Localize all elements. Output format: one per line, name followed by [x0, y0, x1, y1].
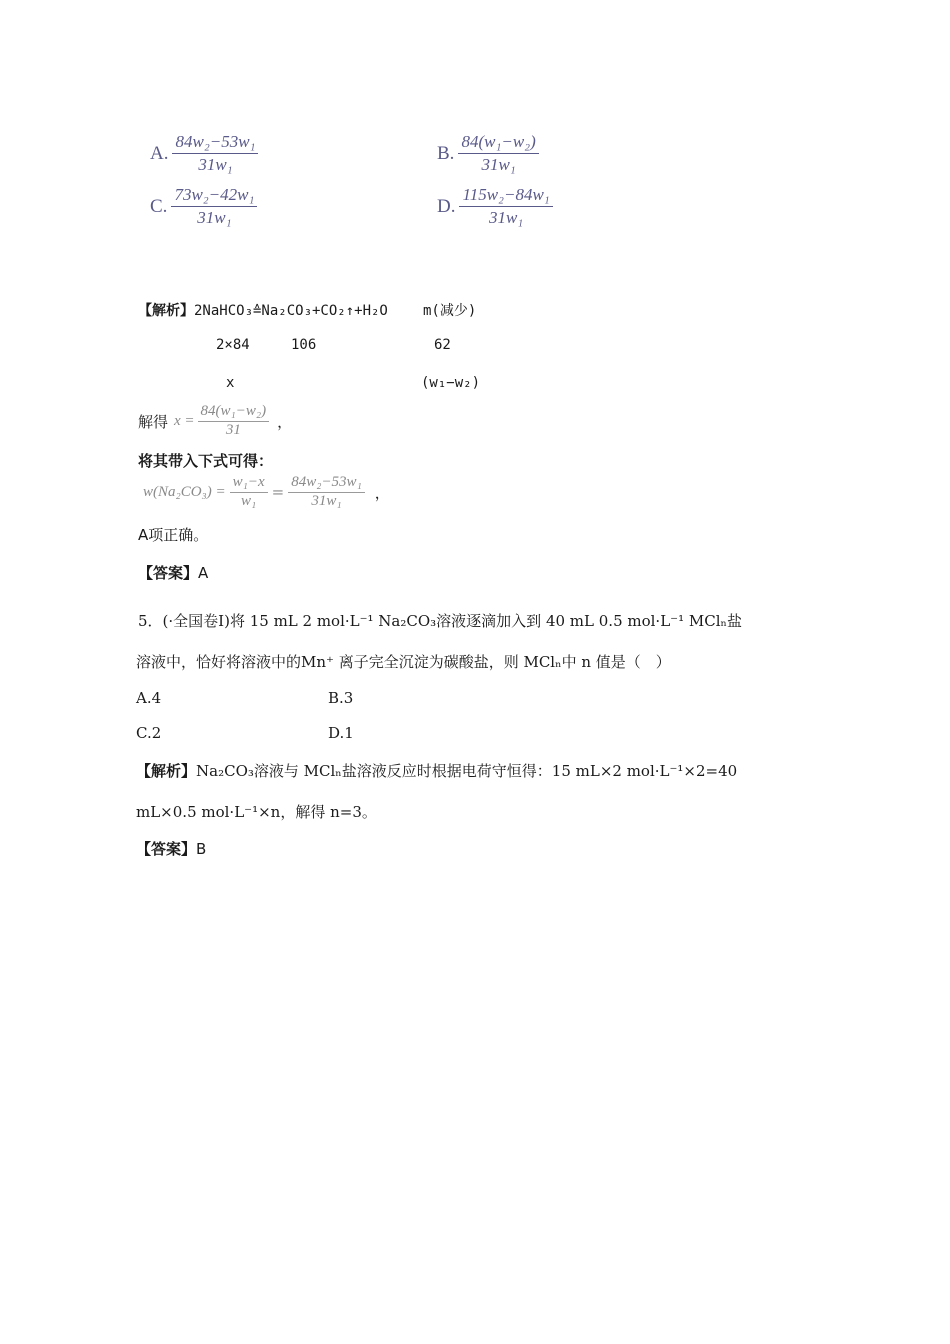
fraction-numerator: 84w₂−53w₁ — [288, 474, 365, 493]
option-fraction — [458, 132, 538, 175]
unknown-x: x — [226, 375, 235, 391]
question-5-line-1: 5．(·全国卷Ⅰ)将 15 mL 2 mol·L⁻¹ Na₂CO₃溶液逐滴加入到 40 mL 0.5 mol·L⁻¹ MClₙ盐 — [138, 612, 742, 630]
fraction-denominator: 31w₁ — [488, 208, 524, 227]
comma: ， — [374, 483, 390, 502]
fraction-denominator: w₁ — [241, 493, 257, 509]
question-5-option-b: B.3 — [328, 689, 354, 707]
coefficient-na2co3: 106 — [291, 337, 317, 353]
reaction-line — [138, 300, 388, 320]
question-5-option-a: A.4 — [136, 689, 162, 707]
answer-label: 【答案】 — [138, 564, 199, 582]
option-d — [437, 185, 553, 228]
coefficient-delta: 62 — [434, 337, 451, 353]
option-b — [437, 132, 539, 175]
analysis-label: 【解析】 — [138, 303, 194, 319]
solve-line — [138, 403, 292, 439]
option-letter: D. — [437, 195, 456, 217]
option-letter: C. — [150, 195, 168, 217]
substitute-line: 将其带入下式可得： — [138, 452, 274, 470]
analysis-label: 【解析】 — [136, 762, 197, 780]
mass-fraction-line — [143, 474, 390, 510]
answer-label: 【答案】 — [136, 840, 197, 858]
fraction-numerator: 84(w₁−w₂) — [198, 403, 270, 422]
mass-fraction-1 — [230, 474, 268, 510]
conclusion: A项正确。 — [138, 526, 209, 544]
mass-decrease-label: m(减少) — [423, 303, 477, 319]
option-fraction — [172, 132, 258, 175]
analysis-2-line-1 — [136, 760, 737, 781]
equals-sign: = — [271, 483, 285, 501]
fraction-denominator: 31w₁ — [197, 208, 232, 227]
option-letter: A. — [150, 142, 169, 164]
question-5-option-d: D.1 — [328, 724, 354, 742]
fraction-numerator: 84(w₁−w₂) — [458, 132, 538, 154]
fraction-denominator: 31w₁ — [311, 493, 342, 509]
solve-fraction — [198, 403, 270, 439]
fraction-numerator: 115w₂−84w₁ — [459, 185, 552, 207]
analysis-text: Na₂CO₃溶液与 MClₙ盐溶液反应时根据电荷守恒得：15 mL×2 mol·L⁻¹×2=40 — [196, 762, 738, 780]
option-fraction — [459, 185, 552, 228]
question-5-option-c: C.2 — [136, 724, 162, 742]
comma: ， — [277, 412, 293, 431]
answer-1 — [138, 562, 208, 583]
fraction-numerator: 73w₂−42w₁ — [171, 185, 257, 207]
fraction-numerator: w₁−x — [230, 474, 268, 493]
fraction-denominator: 31 — [225, 422, 241, 438]
solve-label: 解得 — [138, 412, 169, 431]
question-5-line-2: 溶液中，恰好将溶液中的Mn⁺ 离子完全沉淀为碳酸盐，则 MClₙ中 n 值是（ ） — [136, 653, 671, 671]
coefficient-nahco3: 2×84 — [216, 337, 250, 353]
answer-2 — [136, 838, 206, 859]
fraction-denominator: 31w₁ — [481, 155, 516, 174]
mass-fraction-expr: w(Na₂CO₃) = — [143, 483, 226, 500]
answer-value: A — [198, 564, 209, 582]
mass-difference: (w₁−w₂) — [421, 375, 481, 391]
option-fraction — [171, 185, 257, 228]
solve-lhs: x = — [174, 412, 195, 429]
reaction-equation: 2NaHCO₃≙Na₂CO₃+CO₂↑+H₂O — [194, 303, 388, 319]
option-c — [150, 185, 257, 228]
answer-value: B — [196, 840, 207, 858]
fraction-denominator: 31w₁ — [198, 155, 233, 174]
fraction-numerator: 84w₂−53w₁ — [172, 132, 258, 154]
analysis-2-line-2: mL×0.5 mol·L⁻¹×n，解得 n=3。 — [136, 803, 377, 821]
mass-fraction-2 — [288, 474, 365, 510]
option-a — [150, 132, 258, 175]
option-letter: B. — [437, 142, 455, 164]
